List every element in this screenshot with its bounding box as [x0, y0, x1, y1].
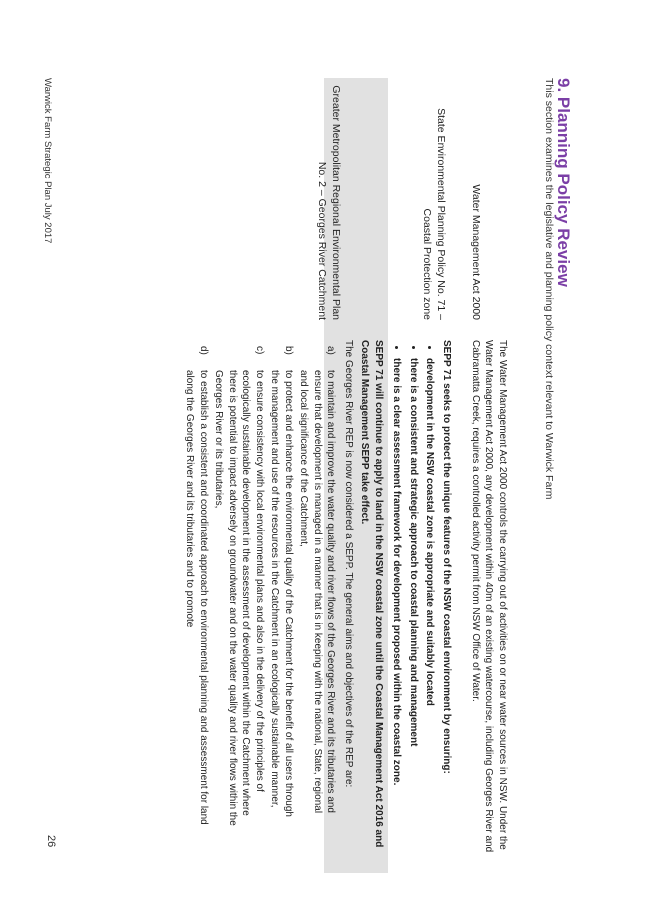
objective-marker: a): [325, 346, 337, 355]
sepp71-bullet-list: [390, 340, 437, 860]
row-body-water-act: [469, 340, 510, 860]
objective-marker: d): [198, 346, 209, 355]
sepp71-bullet: • there is a consistent and strategic approach to coastal planning and management: [407, 358, 421, 860]
section-intro: This section examines the legislative and planning policy context relevant to Warwick Farm: [543, 78, 555, 500]
objective-text: to maintain and improve the water quality and river flows of the Georges River and its tributaries and ensure that development is managed in a manner that is in keeping with the national, State, regional and local significance of the Catchment,: [298, 370, 337, 814]
row-label-georges-rep: Greater Metropolitan Regional Environmental Plan No. 2 – Georges River Catchment: [316, 85, 342, 320]
row-body-sepp71-note: [358, 340, 385, 860]
page-number: 26: [45, 835, 57, 848]
objective-item: [183, 340, 210, 830]
row-label-sepp71: State Environmental Planning Policy No. 71 – Coastal Protection zone: [421, 108, 447, 320]
objective-item: [268, 340, 295, 830]
row-label-water-act: Water Management Act 2000: [470, 184, 482, 320]
objective-item: [297, 340, 338, 830]
objective-marker: c): [254, 346, 265, 355]
objective-text: to protect and enhance the environmental quality of the Catchment for the benefit of all users through the management and use of the resources in the Catchment in an ecologically sustainable manner,: [269, 370, 294, 817]
sepp71-lead: SEPP 71 seeks to protect the unique features of the NSW coastal environment by ensuring:: [441, 340, 452, 774]
sepp71-bullet: • there is a clear assessment framework for development proposed within the coastal zone.: [390, 358, 404, 860]
sepp71-note: SEPP 71 will continue to apply to land in the NSW coastal zone until the Coastal Management Act 2016 and Coastal Management SEPP take effect.: [359, 340, 384, 848]
row-body-georges-rep: [181, 340, 355, 830]
sepp71-bullet: • development in the NSW coastal zone is appropriate and suitably located: [423, 358, 437, 860]
objective-marker: b): [283, 346, 294, 355]
footer-document-title: Warwick Farm Strategic Plan July 2017: [42, 78, 53, 244]
objective-text: to ensure consistency with local environmental plans and also in the delivery of the principles of ecologically sustainable development in the assessment of development within the Catchment where there is potential to impact adversely on groundwater and on the water quality and river flows within the Georges River or its tributaries,: [213, 370, 265, 826]
objective-text: to establish a consistent and coordinated approach to environmental planning and assessment for land along the Georges River and its tributaries and to promote: [184, 370, 209, 825]
water-act-text: The Water Management Act 2000 controls the carrying out of activities on or near water sources in NSW. Under the Water Management Act 2000, any development within 40m of an existing watercourse, including Georges River and Cabramatta Creek, requires a controlled activity permit from NSW Office of Water.: [470, 340, 508, 853]
georges-rep-lead: The Georges River REP is now considered a SEPP. The general aims and objectives of the REP are:: [343, 340, 354, 788]
georges-rep-objectives: [183, 340, 338, 830]
objective-item: [212, 340, 266, 830]
row-body-sepp71: [387, 340, 453, 860]
section-heading: 9. Planning Policy Review: [554, 78, 573, 287]
